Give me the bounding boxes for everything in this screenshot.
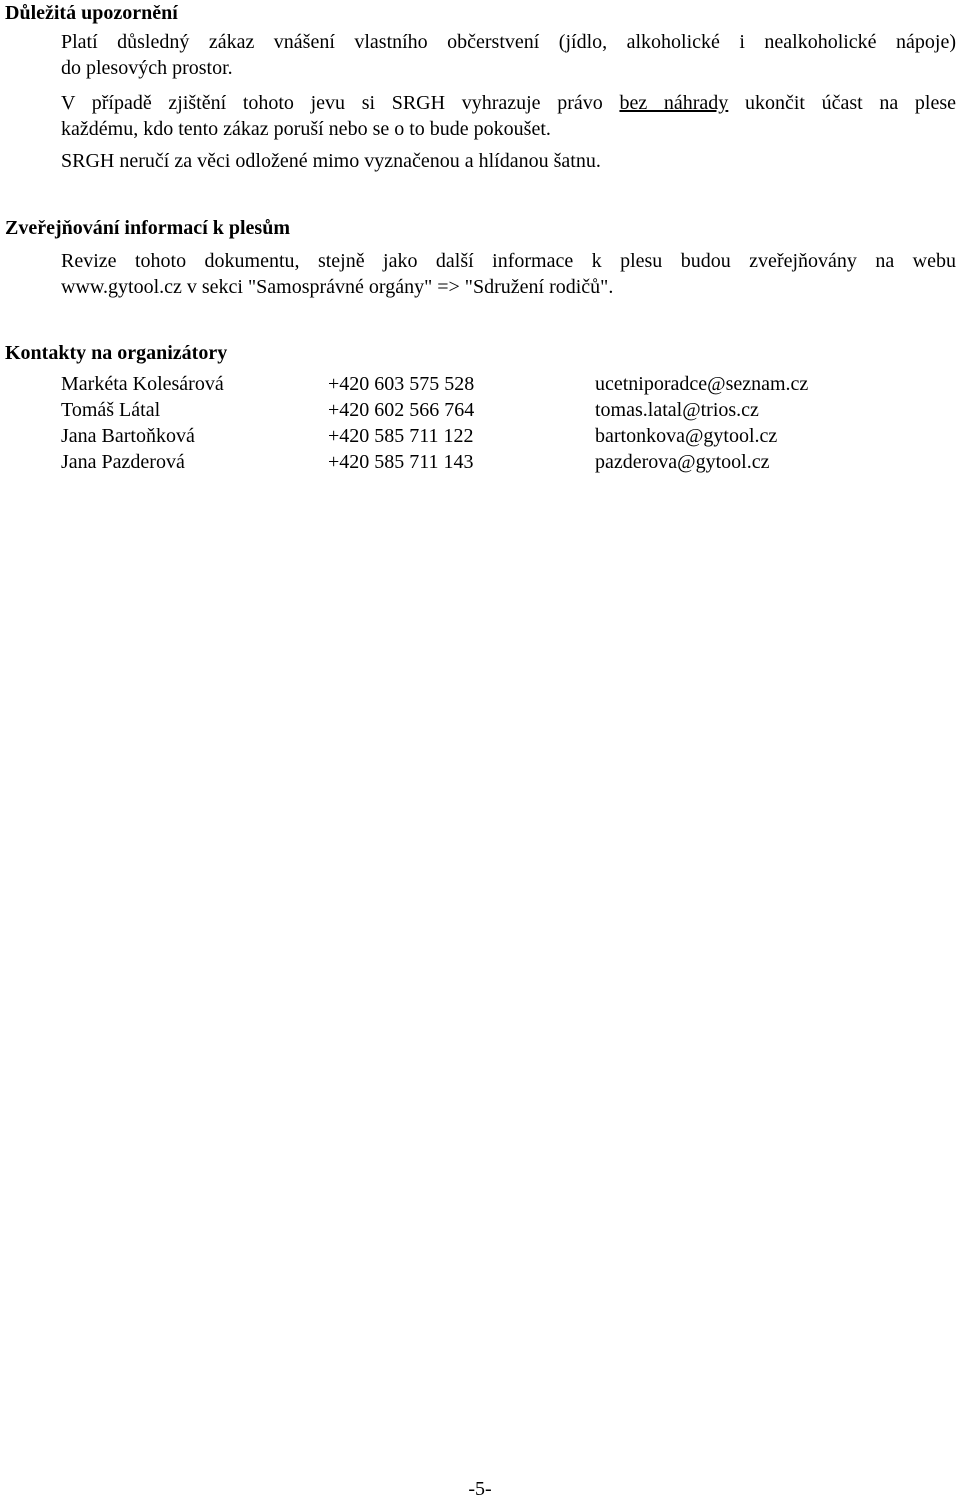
text-segment: ukončit účast na plese [728,92,957,114]
contact-phone: +420 585 711 122 [328,425,474,447]
underlined-text: bez náhrady [619,92,729,114]
contact-name: Tomáš Látal [61,399,161,421]
text-segment: V případě zjištění tohoto jevu si SRGH vyhrazuje právo [61,92,620,114]
contacts-table [61,371,921,475]
contact-name: Markéta Kolesárová [61,373,224,395]
contact-email: tomas.latal@trios.cz [595,399,759,421]
text-line: Platí důsledný zákaz vnášení vlastního občerstvení (jídlo, alkoholické i nealkoholické nápoje) [61,31,956,53]
text-line: do plesových prostor. [61,57,233,79]
publishing-heading: Zveřejňování informací k plesům [5,217,290,239]
contact-name: Jana Bartoňková [61,425,195,447]
contact-email: ucetniporadce@seznam.cz [595,373,809,395]
text-line: SRGH neručí za věci odložené mimo vyznačenou a hlídanou šatnu. [61,150,601,172]
violation-paragraph [61,90,956,142]
contact-email: bartonkova@gytool.cz [595,425,778,447]
publishing-paragraph [61,248,956,300]
no-refreshments-paragraph [61,29,956,81]
text-line: každému, kdo tento zákaz poruší nebo se o to bude pokoušet. [61,118,551,140]
contact-row [61,423,921,449]
text-line: www.gytool.cz v sekci "Samosprávné orgány" => "Sdružení rodičů". [61,276,614,298]
contacts-heading: Kontakty na organizátory [5,342,228,364]
text-line: Revize tohoto dokumentu, stejně jako další informace k plesu budou zveřejňovány na webu [61,250,956,272]
contact-row [61,449,921,475]
important-notices-heading: Důležitá upozornění [5,2,178,24]
page-number: -5- [468,1478,492,1500]
contact-phone: +420 603 575 528 [328,373,475,395]
contact-row [61,397,921,423]
contact-phone: +420 585 711 143 [328,451,474,473]
text-line [61,90,956,116]
contact-phone: +420 602 566 764 [328,399,475,421]
contact-name: Jana Pazderová [61,451,185,473]
liability-paragraph [61,148,956,174]
contact-email: pazderova@gytool.cz [595,451,770,473]
contact-row [61,371,921,397]
